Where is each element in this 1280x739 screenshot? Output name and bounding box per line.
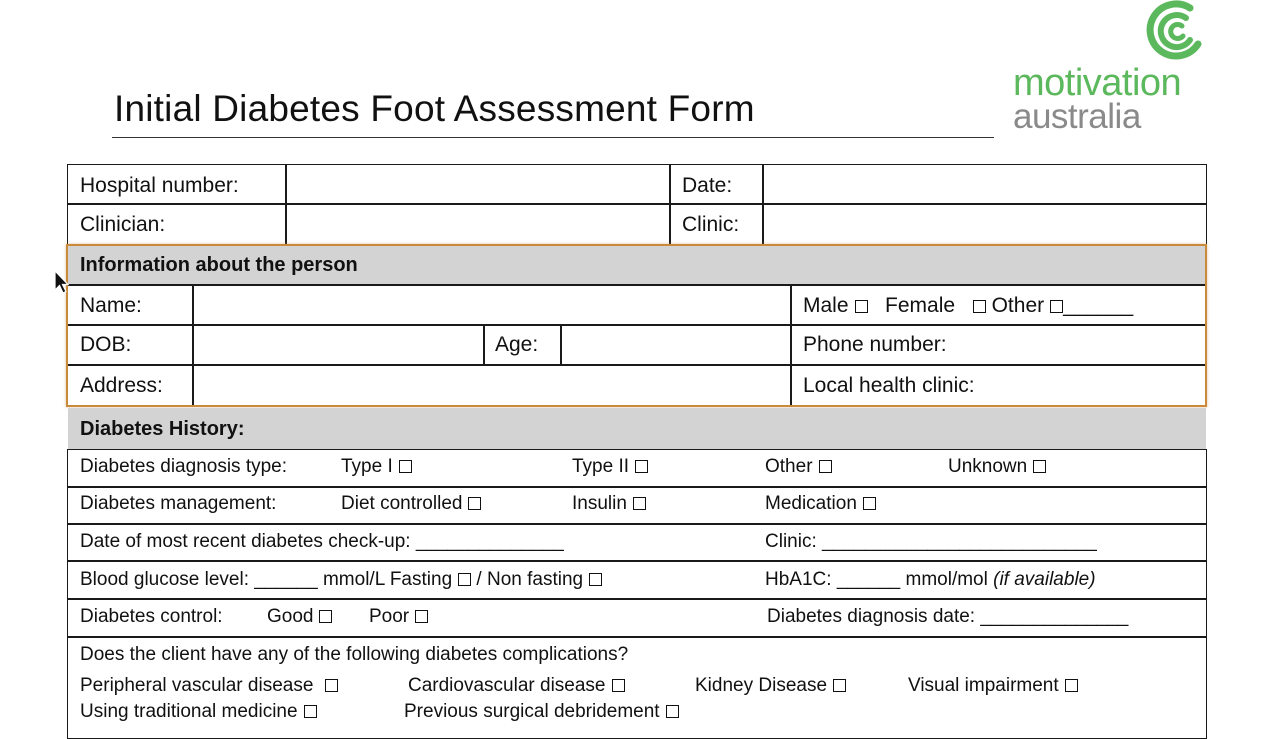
clinician-label: Clinician: xyxy=(80,213,166,236)
top-table-col-3 xyxy=(762,164,764,245)
poor-label: Poor xyxy=(369,606,410,627)
diagnosis-date-label: Diabetes diagnosis date: xyxy=(767,606,976,627)
visual-impairment-checkbox[interactable] xyxy=(1065,679,1078,692)
checkup-clinic-blank[interactable]: __________________________ xyxy=(822,531,1097,552)
glucose-row xyxy=(80,570,602,589)
date-label: Date: xyxy=(682,174,733,197)
checkup-date-blank[interactable]: ______________ xyxy=(415,531,564,552)
management-label: Diabetes management: xyxy=(80,493,277,514)
non-fasting-checkbox[interactable] xyxy=(589,573,602,586)
diagnosis-type-option-2 xyxy=(572,457,648,476)
surgical-debridement-label: Previous surgical debridement xyxy=(404,701,660,722)
glucose-label: Blood glucose level: xyxy=(80,569,249,590)
clinic-label: Clinic: xyxy=(682,213,740,236)
traditional-medicine-label: Using traditional medicine xyxy=(80,701,298,722)
type2-label: Type II xyxy=(572,456,630,477)
fasting-checkbox[interactable] xyxy=(458,573,471,586)
history-row-divider-1 xyxy=(67,486,1207,488)
good-checkbox[interactable] xyxy=(319,610,332,623)
logo-text-australia: australia xyxy=(1013,97,1141,136)
poor-checkbox[interactable] xyxy=(415,610,428,623)
medication-checkbox[interactable] xyxy=(863,497,876,510)
complication-3 xyxy=(695,676,846,695)
glucose-unit: mmol/L Fasting xyxy=(322,569,453,590)
female-label: Female xyxy=(885,294,956,317)
person-section-highlight xyxy=(66,244,1207,407)
type1-label: Type I xyxy=(341,456,393,477)
hba1c-unit: mmol/mol xyxy=(905,569,988,590)
complication-2 xyxy=(408,676,625,695)
hba1c-row xyxy=(765,570,1096,589)
traditional-medicine-checkbox[interactable] xyxy=(304,705,317,718)
phone-number-label: Phone number: xyxy=(803,333,947,356)
checkup-label: Date of most recent diabetes check-up: xyxy=(80,531,411,552)
diagnosis-type-label: Diabetes diagnosis type: xyxy=(80,456,288,477)
other-gender-label: Other xyxy=(991,294,1045,317)
complication-1 xyxy=(80,676,338,695)
hba1c-blank[interactable]: ______ xyxy=(836,569,901,590)
checkup-row xyxy=(80,532,564,551)
other-type-checkbox[interactable] xyxy=(819,460,832,473)
medication-label: Medication xyxy=(765,493,857,514)
motivation-australia-logo xyxy=(1010,0,1230,136)
control-option-1 xyxy=(267,607,332,626)
history-row-divider-2 xyxy=(67,523,1207,525)
complications-question: Does the client have any of the following diabetes complications? xyxy=(80,644,629,665)
good-label: Good xyxy=(267,606,314,627)
complication-6 xyxy=(404,702,679,721)
history-section-title: Diabetes History: xyxy=(80,418,245,440)
form-title: Initial Diabetes Foot Assessment Form xyxy=(114,88,755,129)
person-section-title: Information about the person xyxy=(80,254,358,276)
management-option-2 xyxy=(572,494,646,513)
address-label: Address: xyxy=(80,374,163,397)
history-row-divider-3 xyxy=(67,560,1207,562)
other-gender-blank[interactable]: ______ xyxy=(1063,294,1134,317)
insulin-checkbox[interactable] xyxy=(633,497,646,510)
name-label: Name: xyxy=(80,294,142,317)
kidney-disease-checkbox[interactable] xyxy=(833,679,846,692)
hba1c-label: HbA1C: xyxy=(765,569,832,590)
control-option-2 xyxy=(369,607,428,626)
complication-4 xyxy=(908,676,1078,695)
mouse-pointer-icon xyxy=(54,270,70,296)
glucose-blank[interactable]: ______ xyxy=(254,569,318,590)
logo-text-motivation: motivation xyxy=(1013,62,1182,104)
hba1c-note: (if available) xyxy=(993,569,1096,590)
non-fasting-label: / Non fasting xyxy=(476,569,584,590)
diagnosis-type-option-1 xyxy=(341,457,412,476)
unknown-type-label: Unknown xyxy=(948,456,1028,477)
insulin-label: Insulin xyxy=(572,493,627,514)
control-label: Diabetes control: xyxy=(80,606,223,627)
history-row-divider-4 xyxy=(67,598,1207,600)
unknown-type-checkbox[interactable] xyxy=(1033,460,1046,473)
other-type-label: Other xyxy=(765,456,813,477)
cardiovascular-label: Cardiovascular disease xyxy=(408,675,606,696)
diet-controlled-checkbox[interactable] xyxy=(468,497,481,510)
diagnosis-type-option-3 xyxy=(765,457,832,476)
local-health-clinic-label: Local health clinic: xyxy=(803,374,975,397)
visual-impairment-label: Visual impairment xyxy=(908,675,1059,696)
diagnosis-date-row xyxy=(767,607,1128,626)
type2-checkbox[interactable] xyxy=(635,460,648,473)
management-option-1 xyxy=(341,494,481,513)
history-row-divider-5 xyxy=(67,636,1207,638)
diagnosis-type-option-4 xyxy=(948,457,1046,476)
complication-5 xyxy=(80,702,317,721)
type1-checkbox[interactable] xyxy=(399,460,412,473)
male-label: Male xyxy=(803,294,849,317)
surgical-debridement-checkbox[interactable] xyxy=(666,705,679,718)
title-underline xyxy=(112,137,994,138)
pvd-checkbox[interactable] xyxy=(325,679,338,692)
top-table-col-2 xyxy=(669,164,671,245)
diagnosis-date-blank[interactable]: ______________ xyxy=(980,606,1129,627)
hospital-number-label: Hospital number: xyxy=(80,174,239,197)
top-table-col-1 xyxy=(285,164,287,245)
pvd-label: Peripheral vascular disease xyxy=(80,675,314,696)
dob-label: DOB: xyxy=(80,333,132,356)
management-option-3 xyxy=(765,494,876,513)
age-label: Age: xyxy=(495,333,539,356)
diet-controlled-label: Diet controlled xyxy=(341,493,463,514)
cardiovascular-checkbox[interactable] xyxy=(612,679,625,692)
logo-swirl-icon xyxy=(1128,0,1218,62)
kidney-disease-label: Kidney Disease xyxy=(695,675,828,696)
checkup-clinic-label: Clinic: xyxy=(765,531,817,552)
top-table-row-divider xyxy=(67,203,1207,205)
checkup-clinic-row xyxy=(765,532,1097,551)
